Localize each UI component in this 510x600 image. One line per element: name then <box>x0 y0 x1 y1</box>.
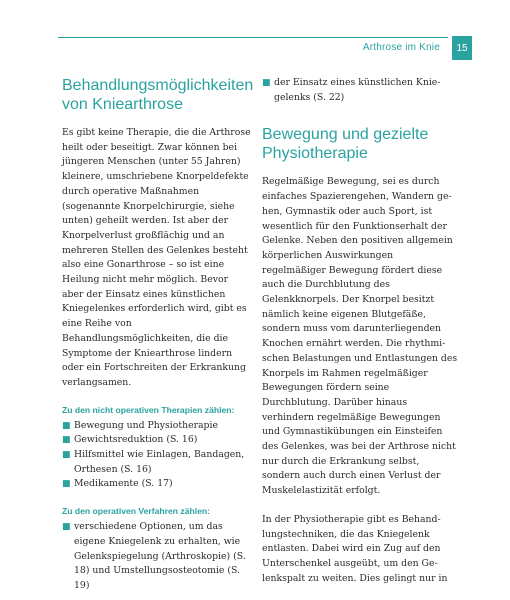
operative-list-continued <box>262 76 458 105</box>
running-title: Arthrose im Knie <box>362 42 440 53</box>
physiotherapy-paragraph: In der Physiotherapie gibt es Behandlungstechniken, die das Kniegelenk entlasten. Dabei wird ein Zug auf den Unterschenkel ausgeübt, um den Gelenkspalt zu weiten. Dies gelingt nur in <box>262 513 448 584</box>
list-item: ■ verschiedene Optionen, um das eigene Kniegelenk zu erhalten, wie Gelenkspiegelung (Arthroskopie) (S. 18) und Umstellungsosteotomie (S. 19) <box>62 521 246 591</box>
bullet-icon: ■ <box>62 450 71 461</box>
list-item: ■ Medikamente (S. 17) <box>62 477 252 492</box>
page-number: 15 <box>452 36 472 60</box>
operative-list <box>62 520 252 594</box>
section-heading-treatment: Behandlungsmöglichkeiten von Kniearthrose <box>62 77 254 113</box>
list-item: ■ Hilfsmittel wie Einlagen, Bandagen, Orthesen (S. 16) <box>62 449 245 475</box>
list-item: ■ Gewichtsreduktion (S. 16) <box>62 433 252 448</box>
intro-paragraph: Es gibt keine Therapie, die die Arthrose heilt oder beseitigt. Zwar können bei jüngeren Menschen (unter 55 Jahren) kleinere, umschriebene Knorpeldefekte durch operative Maßnahmen (sogenannte Knorpelchirurgie, siehe unten) geheilt werden. Ist aber der Knorpelverlust großflächig und an mehreren Stellen des Gelenkes besteht also eine Gonarthrose – so ist eine Heilung nicht mehr möglich. Bevor aber der Einsatz eines künstlichen Kniegelenkes erforderlich wird, gibt es eine Reihe von Behandlungsmöglichkeiten, die die Symptome der Kniearthrose lindern oder ein Fortschreiten der Erkrankung verlangsamen. <box>62 127 251 388</box>
bullet-icon: ■ <box>262 78 271 88</box>
section-heading-exercise: Bewegung und gezielte Physiotherapie <box>262 126 429 163</box>
left-column <box>62 76 252 594</box>
bullet-icon: ■ <box>62 479 71 490</box>
bullet-icon: ■ <box>62 435 71 446</box>
operative-subheading: Zu den operativen Verfahren zählen: <box>62 506 211 517</box>
nonoperative-list <box>62 419 252 493</box>
nonoperative-subheading: Zu den nicht operativen Therapien zählen: <box>62 404 235 415</box>
bullet-icon: ■ <box>62 522 71 533</box>
exercise-paragraph: Regelmäßige Bewegung, sei es durch einfaches Spazierengehen, Wandern gehen, Gymnastik oder auch Sport, ist wesentlich für den Funktionserhalt der Gelenke. Neben den positiven allgemein körperlichen Auswirkungen regelmäßiger Bewegung fördert diese auch die Durchblutung des Gelenkknorpels. Der Knorpel besitzt nämlich keine eigenen Blutgefäße, sondern muss vom darunterliegenden Knochen ernährt werden. Die rhythmischen Belastungen und Entlastungen des Knorpels im Rahmen regelmäßiger Bewegungen fördern seine Durchblutung. Darüber hinaus verhindern regelmäßige Bewegungen und Gymnastikübungen ein Einsteifen des Gelenkes, was bei der Arthrose nicht nur durch die Erkrankung selbst, sondern auch durch einen Verlust der Muskelelastizität erfolgt. <box>262 176 458 497</box>
header-rule <box>58 37 448 38</box>
bullet-icon: ■ <box>62 420 71 431</box>
list-item: ■ Bewegung und Physiotherapie <box>62 419 252 434</box>
list-item: ■ der Einsatz eines künstlichen Kniegelenks (S. 22) <box>262 77 441 103</box>
right-column <box>262 76 458 586</box>
